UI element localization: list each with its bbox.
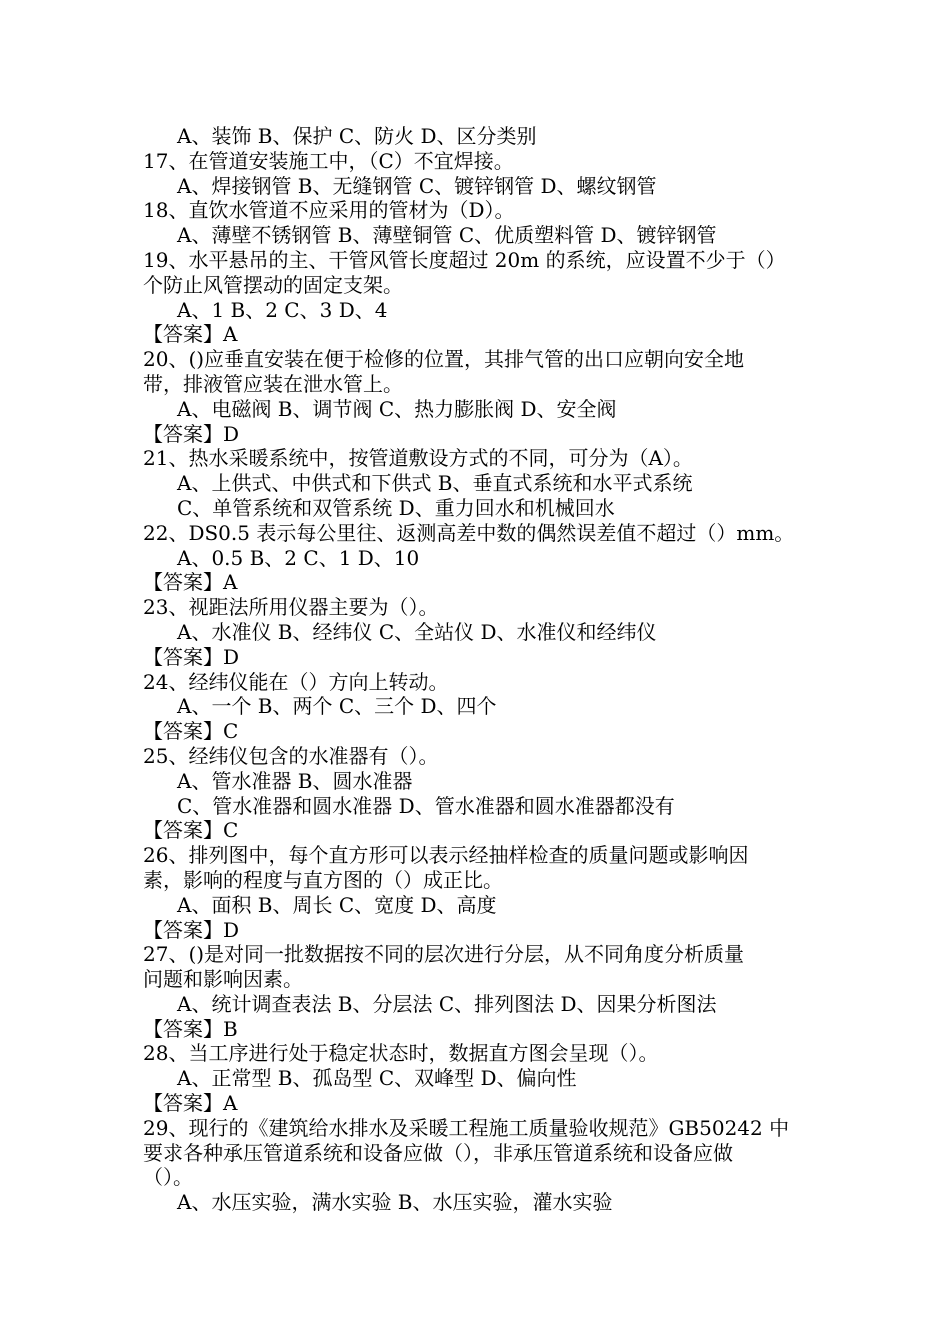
options-line: A、水准仪 B、经纬仪 C、全站仪 D、水准仪和经纬仪 (177, 619, 657, 644)
options-line: A、一个 B、两个 C、三个 D、四个 (177, 694, 497, 719)
question-text: 个防止风管摆动的固定支架。 (143, 272, 403, 297)
options-line: A、正常型 B、孤岛型 C、双峰型 D、偏向性 (177, 1066, 577, 1091)
question-text: 要求各种承压管道系统和设备应做（），非承压管道系统和设备应做 (143, 1140, 733, 1165)
options-line: A、电磁阀 B、调节阀 C、热力膨胀阀 D、安全阀 (177, 396, 617, 421)
question-text: 21、热水采暖系统中，按管道敷设方式的不同，可分为（A）。 (143, 446, 693, 471)
options-line: A、管水准器 B、圆水准器 (177, 768, 413, 793)
answer-line: 【答案】C (143, 719, 239, 744)
options-line: A、0.5 B、2 C、1 D、10 (177, 545, 420, 570)
question-text: 25、经纬仪包含的水准器有（）。 (143, 743, 439, 768)
question-text: 17、在管道安装施工中，（C）不宜焊接。 (143, 148, 514, 173)
answer-line: 【答案】D (143, 917, 240, 942)
options-line: A、1 B、2 C、3 D、4 (177, 297, 388, 322)
options-line: A、面积 B、周长 C、宽度 D、高度 (177, 892, 497, 917)
question-text: 29、现行的《建筑给水排水及采暖工程施工质量验收规范》GB50242 中 (143, 1115, 790, 1140)
question-text: 18、直饮水管道不应采用的管材为（D）。 (143, 198, 515, 223)
question-text: 27、()是对同一批数据按不同的层次进行分层，从不同角度分析质量 (143, 942, 745, 967)
question-text: 19、水平悬吊的主、干管风管长度超过 20m 的系统，应设置不少于（） (143, 247, 786, 272)
question-text: 26、排列图中，每个直方形可以表示经抽样检查的质量问题或影响因 (143, 843, 749, 868)
question-text: 20、()应垂直安装在便于检修的位置，其排气管的出口应朝向安全地 (143, 347, 745, 372)
question-text: 24、经纬仪能在（）方向上转动。 (143, 669, 449, 694)
question-list (143, 124, 823, 1215)
question-text: 23、视距法所用仪器主要为（）。 (143, 595, 439, 620)
answer-line: 【答案】A (143, 570, 238, 595)
options-line: A、装饰 B、保护 C、防火 D、区分类别 (177, 124, 537, 148)
options-line: A、焊接钢管 B、无缝钢管 C、镀锌钢管 D、螺纹钢管 (177, 173, 657, 198)
options-line: A、统计调查表法 B、分层法 C、排列图法 D、因果分析图法 (177, 991, 717, 1016)
options-line: A、薄壁不锈钢管 B、薄壁铜管 C、优质塑料管 D、镀锌钢管 (177, 223, 717, 248)
question-text: 带，排液管应装在泄水管上。 (143, 371, 403, 396)
answer-line: 【答案】A (143, 322, 238, 347)
answer-line: 【答案】A (143, 1091, 238, 1116)
question-text: 问题和影响因素。 (143, 967, 303, 992)
options-line: A、上供式、中供式和下供式 B、垂直式系统和水平式系统 (177, 471, 693, 496)
answer-line: 【答案】D (143, 421, 240, 446)
answer-line: 【答案】B (143, 1016, 238, 1041)
options-line: C、单管系统和双管系统 D、重力回水和机械回水 (177, 495, 615, 520)
answer-line: 【答案】C (143, 818, 239, 843)
question-text: （）。 (143, 1165, 193, 1190)
options-line: A、水压实验，满水实验 B、水压实验，灌水实验 (177, 1190, 613, 1215)
question-text: 素，影响的程度与直方图的（）成正比。 (143, 867, 503, 892)
question-text: 28、当工序进行处于稳定状态时，数据直方图会呈现（）。 (143, 1041, 659, 1066)
options-line: C、管水准器和圆水准器 D、管水准器和圆水准器都没有 (177, 793, 675, 818)
question-text: 22、DS0.5 表示每公里往、返测高差中数的偶然误差值不超过（）mm。 (143, 520, 795, 545)
answer-line: 【答案】D (143, 644, 240, 669)
